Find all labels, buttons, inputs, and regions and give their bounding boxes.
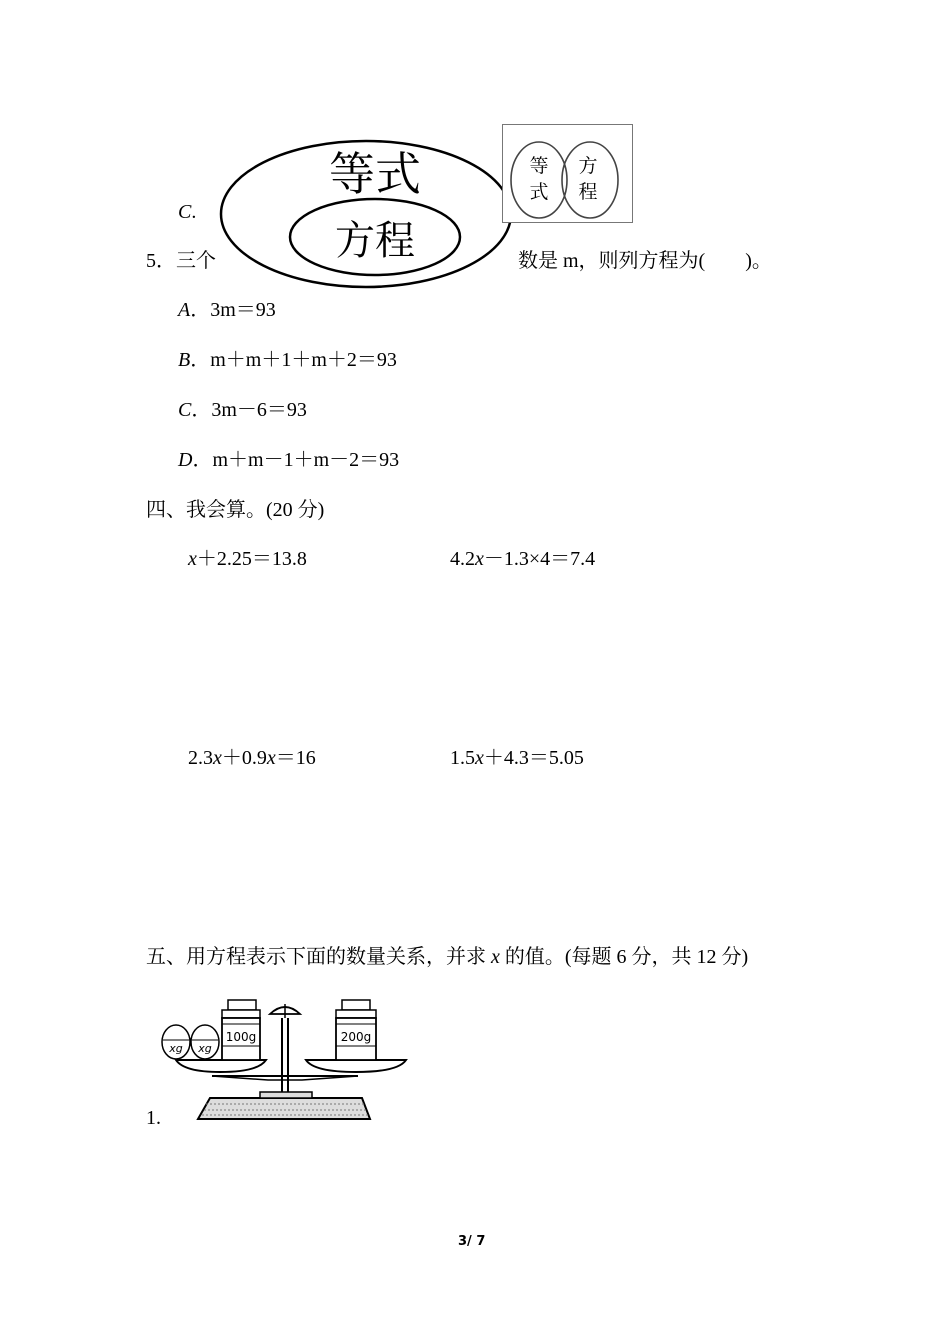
variable: x (475, 548, 484, 570)
section-5-title (146, 945, 748, 969)
option-text: ．m＋m－1＋m－2＝93 (192, 449, 400, 471)
scale-base (198, 1098, 370, 1119)
option-text: ．3m－6＝93 (191, 399, 307, 421)
equation-set-diagram (218, 136, 518, 292)
option-letter: C (178, 399, 192, 421)
equation-mid: ＋0.9 (221, 747, 267, 769)
overlap-circles-diagram (502, 124, 634, 224)
equation-2 (450, 547, 595, 571)
option-sep: . (191, 201, 197, 223)
right-pan (306, 1060, 406, 1072)
outer-label: 等式 (329, 147, 421, 201)
q5-stem-suffix: 数是 m，则列方程为( )。 (518, 250, 772, 272)
option-letter: B (178, 349, 191, 371)
equation-4 (450, 746, 584, 770)
right-bottom-char: 程 (578, 181, 598, 203)
coefficient: 2.3 (188, 747, 213, 769)
section-4-title: 四、我会算。(20 分) (146, 499, 325, 521)
option-text: ．m＋m＋1＋m＋2＝93 (190, 349, 397, 371)
option-text: ．3m＝93 (190, 299, 276, 321)
left-bottom-char: 式 (529, 181, 549, 203)
equation-1 (188, 547, 307, 571)
equation-rest: ＋4.3＝5.05 (483, 747, 584, 769)
inner-label: 方程 (335, 218, 415, 264)
option-letter: C (178, 201, 192, 223)
section-5-text-a: 五、用方程表示下面的数量关系，并求 (146, 946, 491, 968)
weight-100g-label: 100g (225, 1030, 257, 1044)
option-c-previous (178, 200, 196, 224)
variable: x (213, 747, 222, 769)
equation-rest: ＋2.25＝13.8 (196, 548, 307, 570)
page-number: 3/ 7 (458, 1234, 486, 1249)
equation-rest: ＝16 (275, 747, 316, 769)
q5-stem-prefix: 5．三个 (146, 250, 216, 272)
left-top-char: 等 (529, 155, 549, 177)
q5-option-b (178, 348, 397, 372)
q5-option-a (178, 298, 276, 322)
variable: x (266, 747, 276, 769)
ball-2-label: xg (198, 1042, 212, 1055)
variable: x (475, 747, 484, 769)
variable: x (491, 946, 500, 968)
balance-scale-illustration (158, 996, 408, 1126)
option-letter: A (178, 299, 191, 321)
coefficient: 4.2 (450, 548, 475, 570)
ball-1-label: xg (169, 1042, 183, 1055)
left-pan (176, 1060, 266, 1072)
section-5-text-b: 的值。(每题 6 分，共 12 分) (499, 946, 749, 968)
coefficient: 1.5 (450, 747, 475, 769)
right-top-char: 方 (578, 155, 598, 177)
equation-rest: －1.3×4＝7.4 (483, 548, 596, 570)
q5-option-d (178, 448, 399, 472)
variable: x (188, 548, 197, 570)
question-number: 1. (146, 1107, 161, 1129)
option-letter: D (178, 449, 193, 471)
equation-3 (188, 746, 316, 770)
q5-option-c (178, 398, 307, 422)
weight-200g-label: 200g (340, 1030, 372, 1044)
